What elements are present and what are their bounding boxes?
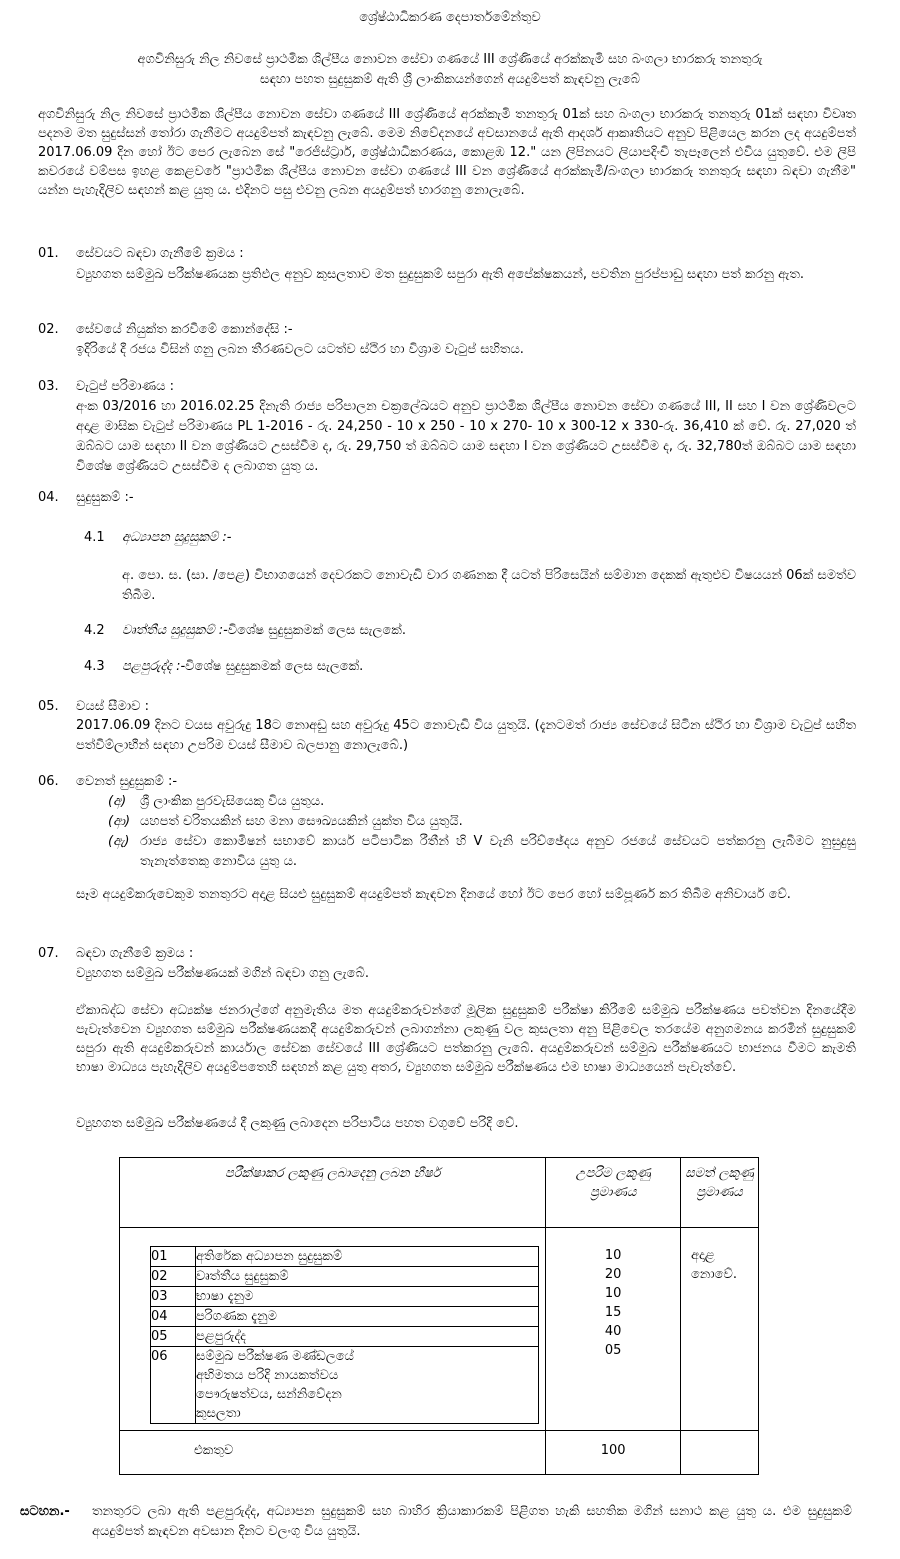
section-07-number: 07. [38, 946, 59, 961]
marks-table-total-row [120, 1431, 759, 1475]
subsection-4-1-label: අධ්‍යාපන සුදුසුකම් :- [122, 530, 232, 545]
section-07-label: බඳවා ගැනීමේ ක්‍රමය : [76, 946, 194, 961]
qualification-a-text: ශ්‍රී ලාංකික පුරවැසියෙකු විය යුතුය. [140, 794, 325, 809]
table-row [151, 1247, 539, 1267]
total-value: 100 [546, 1431, 681, 1475]
header-criteria: පරීක්ෂාකර ලකුණු ලබාදෙනු ලබන හීර්ෂ [120, 1158, 546, 1228]
table-row [151, 1267, 539, 1287]
marks-table [119, 1157, 759, 1475]
section-07-paragraph-2: ව්‍යුහගත සම්මුඛ පරීක්ෂණයේ දී ලකුණු ලබාදෙන පරිපාටිය පහත වගුවේ පරිදි වේ. [76, 1116, 519, 1131]
max-mark-value: 40 [604, 1324, 622, 1339]
row-item: භාෂා දැනුම [196, 1287, 539, 1307]
section-01-label: සේවයට බඳවා ගැනීමේ ක්‍රමය : [76, 246, 244, 261]
subsection-4-3-label: පළපුරුද්ද :- [122, 659, 186, 674]
section-07-text: ව්‍යුහගත සම්මුඛ පරීක්ෂණයක් මගින් බඳවා ගනු ලැබේ. [76, 966, 369, 981]
subsection-4-3-number: 4.3 [84, 659, 105, 674]
qualification-b-mark: (ආ) [108, 814, 131, 829]
max-marks-cell [546, 1228, 681, 1431]
total-label: එකතුව [120, 1431, 546, 1475]
max-mark-value: 10 [604, 1248, 622, 1263]
row-item: පරිගණක දැනුම [196, 1307, 539, 1327]
section-02-number: 02. [38, 322, 59, 337]
section-06-label: වෙනත් සුදුසුකම් :- [76, 774, 178, 789]
table-row [151, 1307, 539, 1327]
table-row [151, 1347, 539, 1424]
section-04-number: 04. [38, 490, 59, 505]
qualification-c-text: රාජ්‍ය සේවා කොමිෂන් සභාවේ කාර්ය පටිපාටික රීතීන් හි V වැනි පරිච්ඡේදය අනුව රජයේ සේවයට පත්කරනු ලැබීමට නුසුදුසු තැනැත්තෙකු නොවිය යුතු ය. [140, 834, 856, 869]
marks-table-body-row [120, 1228, 759, 1431]
subsection-4-2-label: වෘත්තීය සුදුසුකම් :- [122, 623, 228, 638]
section-01-text: ව්‍යුහගත සම්මුඛ පරීක්ෂණයක ප්‍රතිඵල අනුව කුසලතාව මත සුදුසුකම් සපුරා ඇති අපේක්ෂකයන්, පවතින පුරප්පාඩු සඳහා පත් කරනු ඇත. [76, 267, 805, 282]
footer-note-text: තනතුරට ලබා ඇති පළපුරුද්ද, අධ්‍යාපන සුදුසුකම් සහ බාහිර ක්‍රියාකාරකම් පිළිගත හැකි සහතික මගින් සනාථ කළ යුතු ය. එම සුදුසුකම් අයදුම්පත් කැඳවන අවසාන දිනට වලංගු විය යුතුයි. [92, 1504, 852, 1539]
row-item: වෘත්තීය සුදුසුකම් [196, 1267, 539, 1287]
section-04-label: සුදුසුකම් :- [76, 490, 134, 505]
footer-note-label: සටහන.- [20, 1504, 70, 1519]
subsection-4-3-line [122, 657, 363, 677]
section-03-text: අංක 03/2016 හා 2016.02.25 දිනැති රාජ්‍ය පරිපාලන චක්‍රලේඛයට අනුව ප්‍රාථමික ශිල්පීය නොවන සේවා ගණයේ III, II සහ I වන ශ්‍රේණිවලට අදාළ මාසික වැටුප් පරිමාණය PL 1-2016 - රු. 24,250 - 10 x 250 - 10 x 270- 10 x 300-12 x 330-රු. 36,410 ක් වේ. රු. 27,020 ත් ඔබ්බට යාම සඳහා II වන ශ්‍රේණියට උසස්වීම ද, රු. 29,750 ත් ඔබ්බට යාම සඳහා I වන ශ්‍රේණියට උසස්වීම ද, රු. 32,780ත් ඔබ්බට යාම සඳහා විශේෂ ශ්‍රේණියට උසස්වීම ද ලබාගත යුතු ය. [76, 399, 856, 474]
section-06-number: 06. [38, 774, 59, 789]
section-05-number: 05. [38, 699, 59, 714]
marks-table-header-row [120, 1158, 759, 1228]
row-number: 02 [151, 1267, 196, 1287]
department-heading: ශ්‍රේෂ්ඨාධිකරණ දෙපාර්තමේන්තුව [359, 10, 541, 25]
total-pass-empty [680, 1431, 758, 1475]
section-05-label: වයස් සීමාව : [76, 699, 150, 714]
max-mark-value: 05 [604, 1343, 622, 1358]
row-item: අතිරේක අධ්‍යාපන සුදුසුකම් [196, 1247, 539, 1267]
row-number: 06 [151, 1347, 196, 1424]
qualification-a-mark: (අ) [108, 794, 127, 809]
row-item: සම්මුඛ පරීක්ෂණ මණ්ඩලයේ අභිමතය පරිදි නායකත්වය පෞරුෂත්වය, සන්නිවේදන කුසලතා [196, 1347, 539, 1424]
row-number: 03 [151, 1287, 196, 1307]
title-line-1: අගවිනිසුරු නිල නිවසේ ප්‍රාථමික ශිල්පීය නොවන සේවා ගණයේ III ශ්‍රේණියේ අරක්කැමි සහ බංගලා භාරකරු තනතුරු [137, 52, 763, 67]
section-06-note: සෑම අයදුම්කරුවෙකුම තනතුරට අදාළ සියළු සුදුසුකම් අයදුම්පත් කැඳවන දිනයේ හෝ ඊට පෙර හෝ සම්පූර්ණ කර තිබීම අනිවාර්ය වේ. [76, 887, 791, 902]
section-02-label: සේවයේ නියුක්ත කරවීමේ කොන්දේසි :- [76, 322, 293, 337]
max-mark-value: 20 [604, 1267, 622, 1282]
criteria-list [150, 1246, 539, 1424]
row-number: 05 [151, 1327, 196, 1347]
title-line-2: සඳහා පහත සුදුසුකම් ඇති ශ්‍රී ලාංකිකයන්ගෙන් අයදුම්පත් කැඳවනු ලැබේ [259, 72, 641, 87]
header-max-marks: උපරිම ලකුණු ප්‍රමාණය [546, 1158, 681, 1228]
section-03-number: 03. [38, 379, 59, 394]
subsection-4-1-number: 4.1 [84, 530, 105, 545]
pass-marks-cell: අදාළ නොවේ. [680, 1228, 758, 1431]
subsection-4-1-text: අ. පො. ස. (සා. /පෙළ) විභාගයෙන් දෙවරකට නොවැඩි වාර ගණනක දී යටත් පිරිසෙයින් සම්මාන දෙකක් ඇතුළුව විෂයයන් 06ක් සමත්ව තිබීම. [122, 568, 856, 603]
qualification-b-text: යහපත් චරිතයකින් සහ මනා සෞඛ්‍යයකින් යුක්ත විය යුතුයි. [140, 814, 463, 829]
table-row [151, 1327, 539, 1347]
section-07-paragraph-1: ඒකාබද්ධ සේවා අධ්‍යක්ෂ ජනරාල්ගේ අනුමැතිය මත අයදුම්කරුවන්ගේ මූලික සුදුසුකම් පරීක්ෂා කිරීමේ සම්මුඛ පරීක්ෂණය පවත්වන දිනයේදීම පැවැත්වෙන ව්‍යුහගත සම්මුඛ පරීක්ෂණයකදී අයදුම්කරුවන් ලබාගන්නා ලකුණු වල කුසලතා අනු පිළිවෙල තරයේම අනුගමනය කරමින් සුදුසුකම් සපුරා ඇති අයදුම්කරුවන් කාර්යාල සේවක සේවයේ III ශ්‍රේණියට පත්කරනු ලැබේ. අයදුම්කරුවන් සම්මුඛ පරීක්ෂණයට භාජනය වීමට කැමති භාෂා මාධ්‍යය පැහැදිලිව අයදුම්පතෙහි සඳහන් කළ යුතු අතර, ව්‍යුහගත සම්මුඛ පරීක්ෂණය එම භාෂා මාධ්‍යයෙන් පැවැත්වේ. [76, 1003, 856, 1075]
header-pass-marks: සමත් ලකුණු ප්‍රමාණය [680, 1158, 758, 1228]
qualification-c-mark: (ඇ) [108, 834, 130, 849]
row-number: 01 [151, 1247, 196, 1267]
subsection-4-2-line [122, 621, 406, 641]
row-number: 04 [151, 1307, 196, 1327]
subsection-4-2-number: 4.2 [84, 623, 105, 638]
section-05-text: 2017.06.09 දිනට වයස අවුරුදු 18ට නොඅඩු සහ අවුරුදු 45ට නොවැඩි විය යුතුයි. (දැනටමත් රාජ්‍ය සේවයේ සිටින ස්ථිර හා විශ්‍රාම වැටුප් සහිත පත්වීම්ලාභීන් සඳහා උපරිම වයස් සීමාව බලපානු නොලැබේ.) [76, 718, 856, 753]
subsection-4-3-text: විශේෂ සුදුසුකමක් ලෙස සැලකේ. [185, 659, 364, 674]
table-row [151, 1287, 539, 1307]
section-03-label: වැටුප් පරිමාණය : [76, 379, 174, 394]
max-mark-value: 10 [604, 1286, 622, 1301]
row-item: පළපුරුද්ද [196, 1327, 539, 1347]
subsection-4-2-text: විශේෂ සුදුසුකමක් ලෙස සැලකේ. [227, 623, 406, 638]
section-01-number: 01. [38, 246, 59, 261]
criteria-cell [120, 1228, 546, 1431]
section-02-text: ඉදිරියේ දී රජය විසින් ගනු ලබන තීරණවලට යටත්ව ස්ථිර හා විශ්‍රාම වැටුප් සහිතය. [76, 342, 524, 357]
intro-paragraph: අගවිනිසුරු නිල නිවසේ ප්‍රාථමික ශිල්පීය නොවන සේවා ගණයේ III ශ්‍රේණියේ අරක්කැමි තනතුරු 01ක් සහ බංගලා භාරකරු තනතුරු 01ක් සඳහා විවෘත පදනම මත සුදුස්සන් තෝරා ගැනීමට අයදුම්පත් කැඳවනු ලැබේ. මෙම නිවේදනයේ අවසානයේ ඇති ආදර්ශ ආකෘතියට අනුව පිළියෙල කරන ලද අයදුම්පත් 2017.06.09 දින හෝ ඊට පෙර ලැබෙන සේ "රෙජිස්ට්‍රාර්, ශ්‍රේෂ්ඨාධිකරණය, කොළඹ 12." යන ලිපිනයට ලියාපදිංචි තැපෑලෙන් එවිය යුතුවේ. එම ලිපි කවරයේ වම්පස ඉහළ කෙළවරේ "ප්‍රාථමික ශිල්පීය නොවන සේවා ගණයේ III වන ශ්‍රේණියේ අරක්කැමි/බංගලා භාරකරු තනතුරු සඳහා බඳවා ගැනීම" යන්න පැහැදිලිව සඳහන් කළ යුතු ය. එදිනට පසු එවනු ලබන අයදුම්පත් භාරගනු නොලැබේ. [38, 107, 856, 198]
max-mark-value: 15 [604, 1305, 622, 1320]
